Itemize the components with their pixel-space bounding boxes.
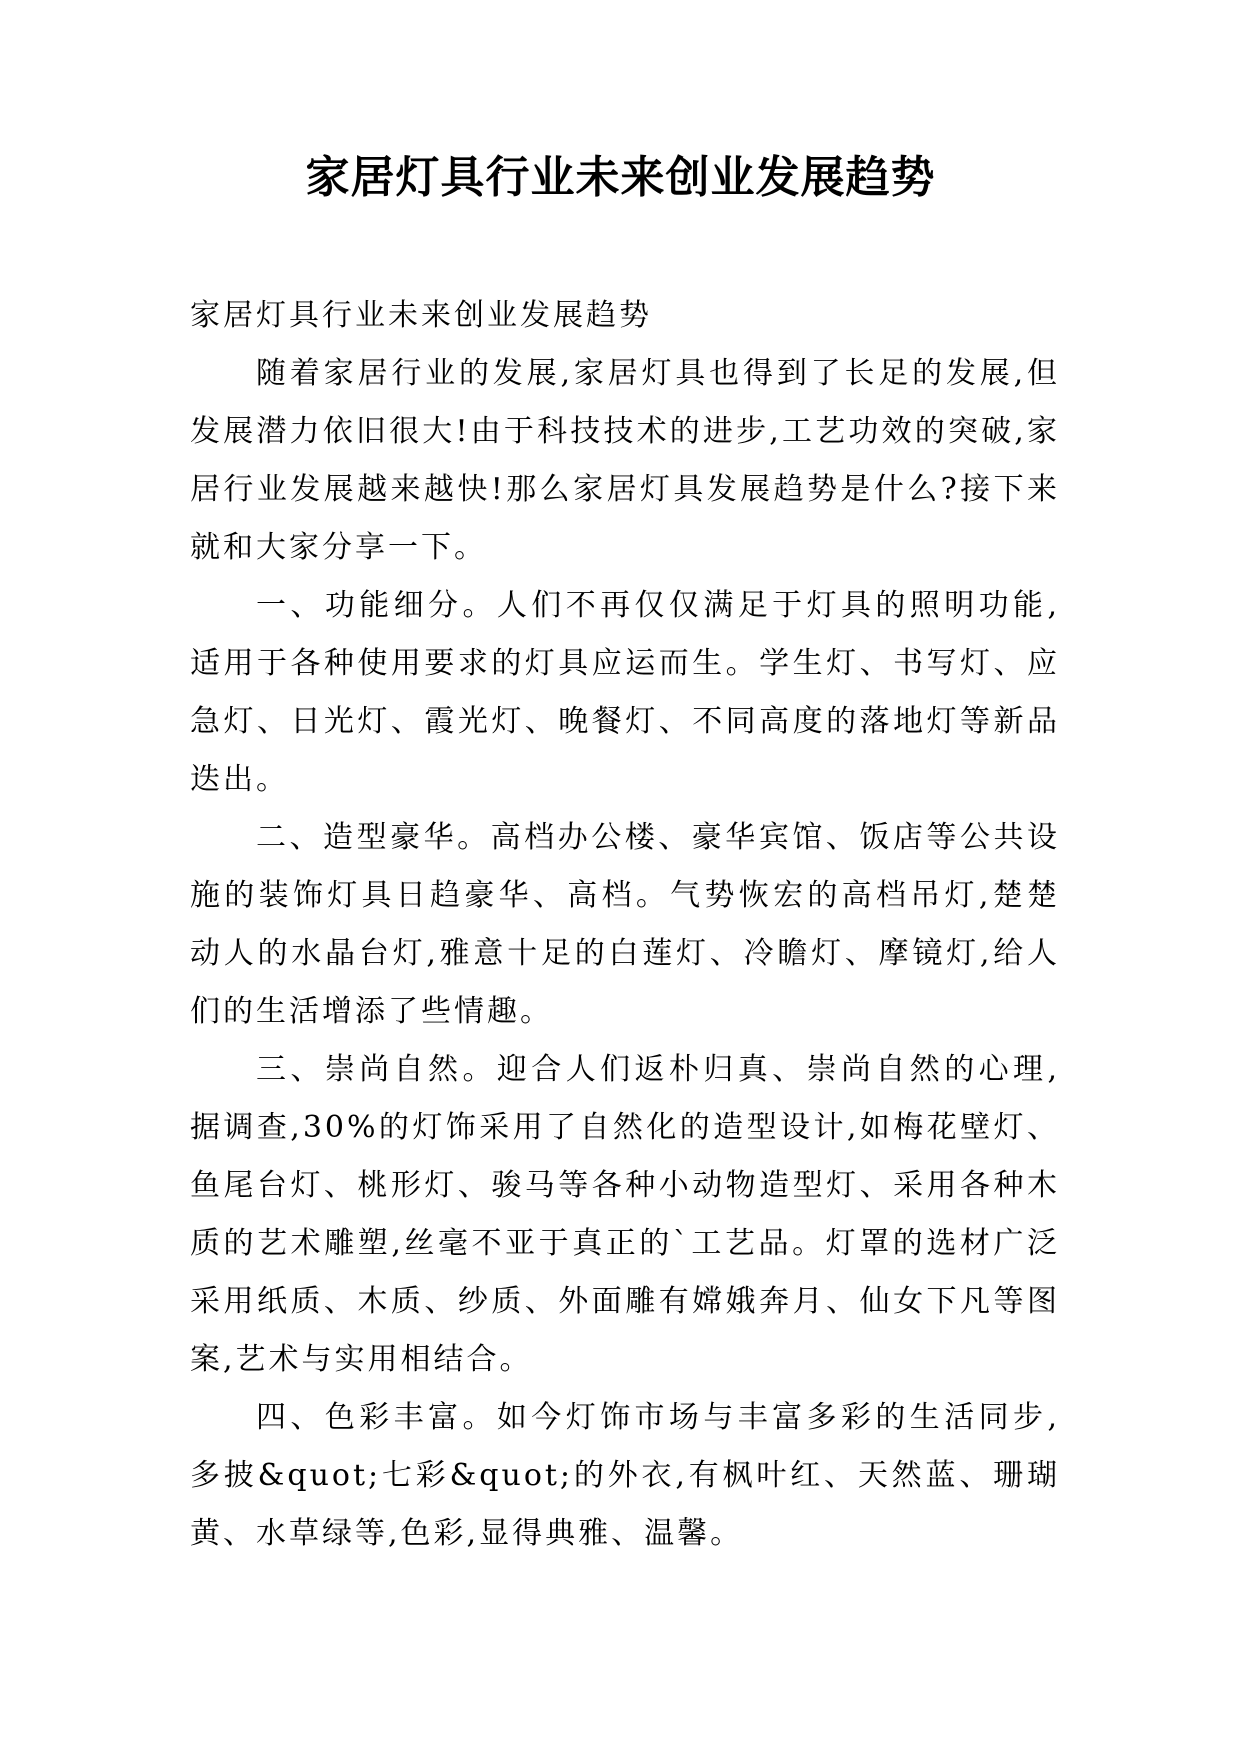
paragraph-function: 一、功能细分。人们不再仅仅满足于灯具的照明功能,适用于各种使用要求的灯具应运而生。学生灯、书写灯、应急灯、日光灯、霞光灯、晚餐灯、不同高度的落地灯等新品迭出。 xyxy=(190,588,1060,797)
paragraph-nature: 三、崇尚自然。迎合人们返朴归真、崇尚自然的心理,据调查,30%的灯饰采用了自然化的造型设计,如梅花壁灯、鱼尾台灯、桃形灯、骏马等各种小动物造型灯、采用各种木质的艺术雕塑,丝毫不亚于真正的`工艺品。灯罩的选材广泛采用纸质、木质、纱质、外面雕有嫦娥奔月、仙女下凡等图案,艺术与实用相结合。 xyxy=(190,1052,1060,1377)
document-subtitle: 家居灯具行业未来创业发展趋势 xyxy=(190,298,652,333)
document-title: 家居灯具行业未来创业发展趋势 xyxy=(305,152,936,203)
paragraph-colors: 四、色彩丰富。如今灯饰市场与丰富多彩的生活同步,多披&quot;七彩&quot;的外衣,有枫叶红、天然蓝、珊瑚黄、水草绿等,色彩,显得典雅、温馨。 xyxy=(190,1400,1060,1551)
document-body xyxy=(190,287,1060,1563)
paragraph-styling: 二、造型豪华。高档办公楼、豪华宾馆、饭店等公共设施的装饰灯具日趋豪华、高档。气势恢宏的高档吊灯,楚楚动人的水晶台灯,雅意十足的白莲灯、冷瞻灯、摩镜灯,给人们的生活增添了些情趣。 xyxy=(190,820,1060,1029)
paragraph-intro: 随着家居行业的发展,家居灯具也得到了长足的发展,但发展潜力依旧很大!由于科技技术的进步,工艺功效的突破,家居行业发展越来越快!那么家居灯具发展趋势是什么?接下来就和大家分享一下。 xyxy=(190,356,1060,565)
